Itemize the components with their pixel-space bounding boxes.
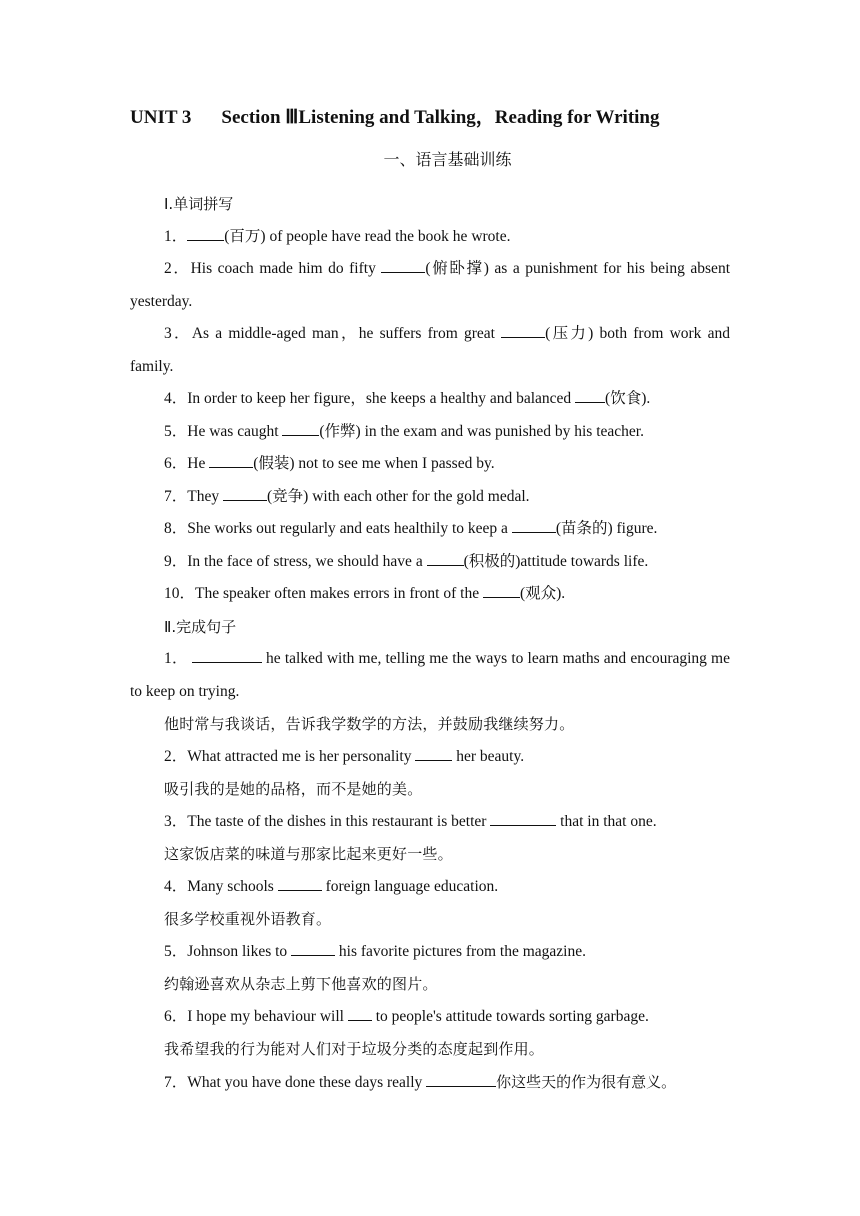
chinese-translation: 他时常与我谈话，告诉我学数学的方法，并鼓励我继续努力。 — [164, 715, 575, 733]
spelling-item: 5．He was caught (作弊) in the exam and was punished by his teacher. — [130, 416, 730, 449]
part1-heading: Ⅰ.单词拼写 — [164, 195, 234, 213]
answer-blank[interactable] — [187, 223, 224, 241]
sentence-item: 2．What attracted me is her personality her beauty. — [130, 741, 730, 774]
spelling-item: 8．She works out regularly and eats healthily to keep a (苗条的) figure. — [130, 513, 730, 546]
part2-heading: Ⅱ.完成句子 — [164, 617, 237, 636]
spelling-item: 2．His coach made him do fifty (俯卧撑) as a punishment for his being absent yesterday. — [130, 253, 730, 318]
chinese-translation: 我希望我的行为能对人们对于垃圾分类的态度起到作用。 — [164, 1040, 545, 1058]
spelling-item: 10．The speaker often makes errors in front of the (观众). — [130, 578, 730, 611]
answer-blank[interactable] — [348, 1003, 372, 1021]
answer-blank[interactable] — [209, 450, 253, 468]
chinese-translation: 约翰逊喜欢从杂志上剪下他喜欢的图片。 — [164, 975, 438, 993]
answer-blank[interactable] — [381, 255, 425, 273]
answer-blank[interactable] — [192, 645, 262, 663]
section-label: Section ⅢListening and Talking，Reading for Writing — [221, 107, 660, 128]
answer-blank[interactable] — [501, 320, 545, 338]
answer-blank[interactable] — [427, 548, 464, 566]
answer-blank[interactable] — [223, 483, 267, 501]
chinese-translation: 很多学校重视外语教育。 — [164, 910, 332, 928]
sentence-item: 7．What you have done these days really 你这些天的作为很有意义。 — [130, 1066, 730, 1100]
sentence-item: 5．Johnson likes to his favorite pictures from the magazine. — [130, 936, 730, 969]
answer-blank[interactable] — [483, 580, 520, 598]
answer-blank[interactable] — [415, 743, 452, 761]
sentence-item: 3．The taste of the dishes in this restaurant is better that in that one. — [130, 806, 730, 839]
answer-blank[interactable] — [512, 515, 556, 533]
answer-blank[interactable] — [291, 938, 335, 956]
spelling-item: 6．He (假装) not to see me when I passed by. — [130, 448, 730, 481]
section-subtitle: 一、语言基础训练 — [383, 150, 512, 169]
sentence-item: 4．Many schools foreign language education. — [130, 871, 730, 904]
answer-blank[interactable] — [575, 385, 605, 403]
chinese-translation: 吸引我的是她的品格，而不是她的美。 — [164, 780, 423, 798]
sentence-item: 6．I hope my behaviour will to people's attitude towards sorting garbage. — [130, 1001, 730, 1034]
exercise-content — [130, 188, 730, 1099]
answer-blank[interactable] — [282, 418, 319, 436]
spelling-item: 9．In the face of stress, we should have a (积极的)attitude towards life. — [130, 546, 730, 579]
page-title — [130, 104, 750, 132]
spelling-item: 3．As a middle-aged man，he suffers from great (压力) both from work and family. — [130, 318, 730, 383]
unit-label: UNIT 3 — [130, 107, 192, 128]
spelling-item: 4．In order to keep her figure，she keeps a healthy and balanced (饮食). — [130, 383, 730, 416]
spelling-item: 1． (百万) of people have read the book he wrote. — [130, 221, 730, 254]
spelling-item: 7．They (竞争) with each other for the gold medal. — [130, 481, 730, 514]
chinese-translation: 这家饭店菜的味道与那家比起来更好一些。 — [164, 845, 453, 863]
answer-blank[interactable] — [490, 808, 556, 826]
answer-blank[interactable] — [278, 873, 322, 891]
sentence-item: 1． he talked with me, telling me the ways to learn maths and encouraging me to keep on trying. — [130, 643, 730, 708]
answer-blank[interactable] — [426, 1069, 496, 1087]
